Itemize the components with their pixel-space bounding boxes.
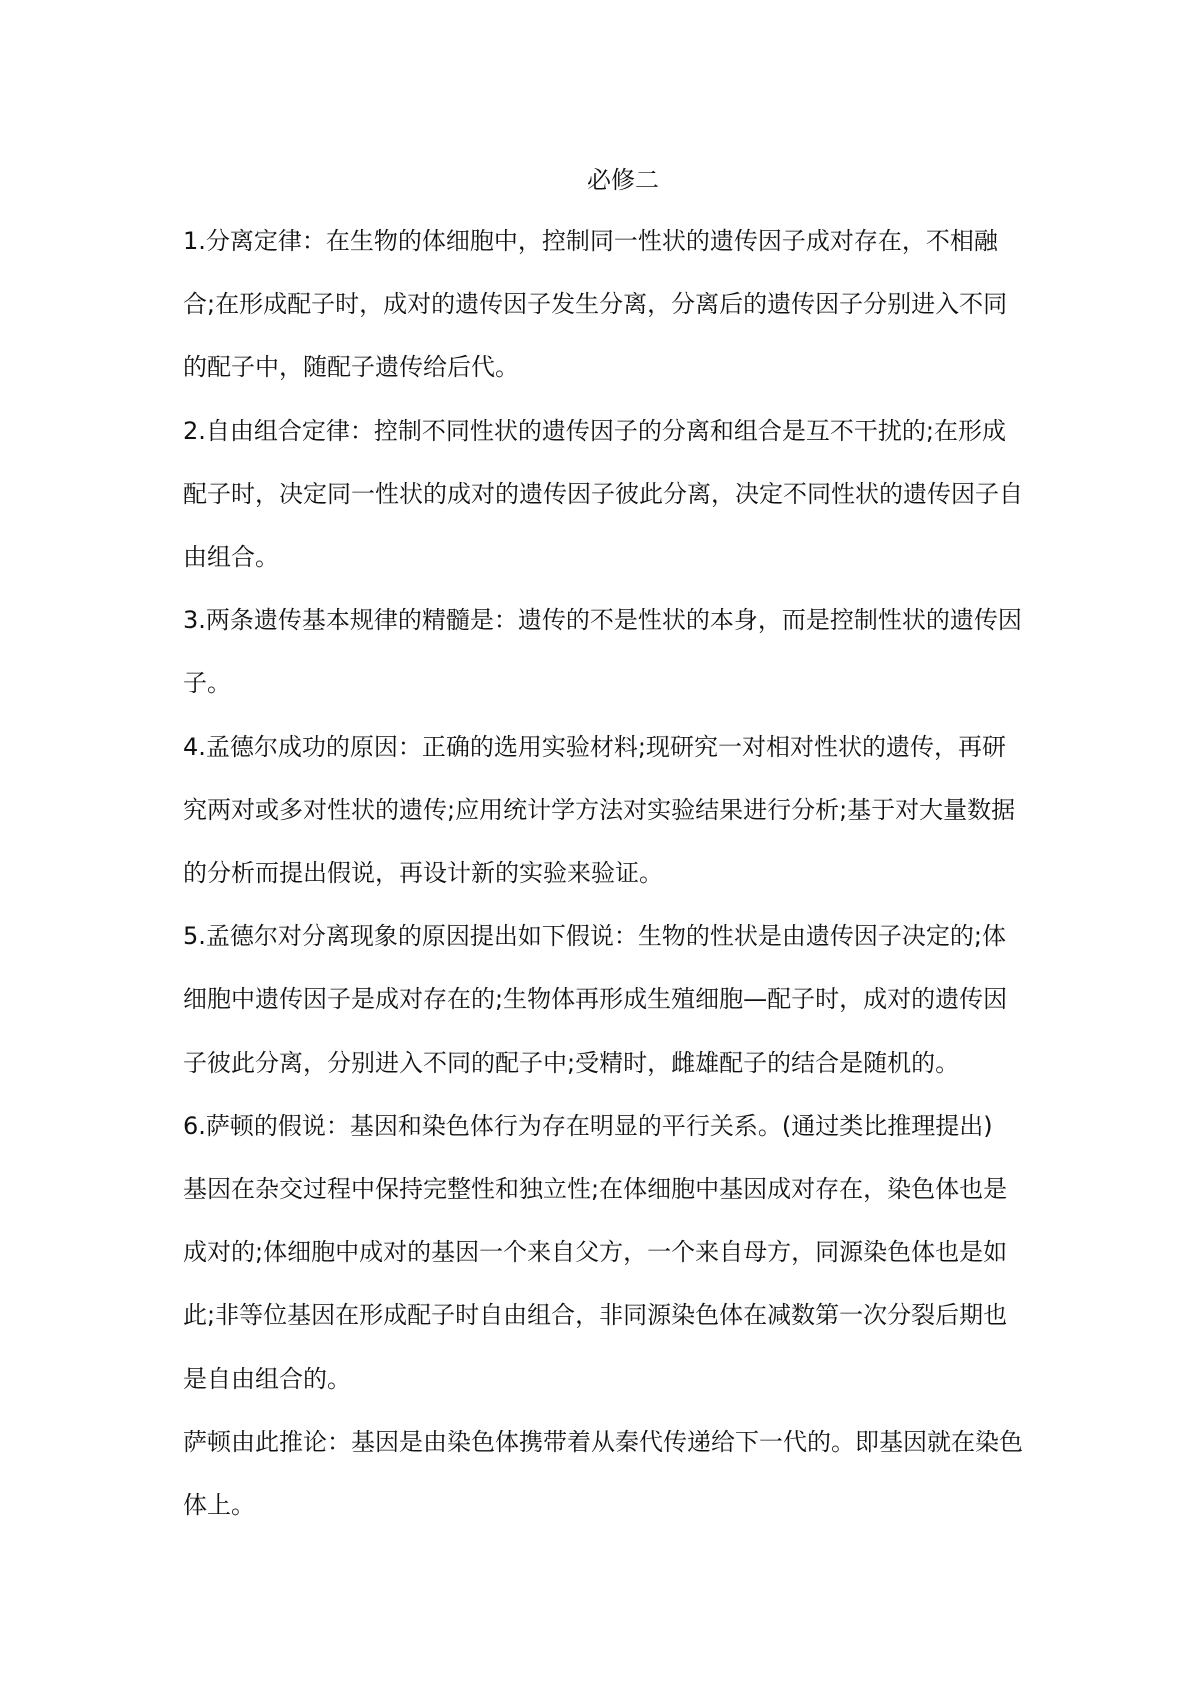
paragraph-mendel-success-reasons: 4.孟德尔成功的原因：正确的选用实验材料;现研究一对相对性状的遗传，再研究两对或多对性状的遗传;应用统计学方法对实验结果进行分析;基于对大量数据的分析而提出假说，再设计新的实验来验证。	[183, 732, 1016, 888]
document-page	[183, 150, 1023, 1537]
paragraph-essence-of-laws: 3.两条遗传基本规律的精髓是：遗传的不是性状的本身，而是控制性状的遗传因子。	[183, 606, 1022, 698]
paragraph-independent-assortment-law: 2.自由组合定律：控制不同性状的遗传因子的分离和组合是互不干扰的;在形成配子时，决定同一性状的成对的遗传因子彼此分离，决定不同性状的遗传因子自由组合。	[183, 416, 1023, 572]
paragraph-mendel-hypothesis: 5.孟德尔对分离现象的原因提出如下假说：生物的性状是由遗传因子决定的;体细胞中遗传因子是成对存在的;生物体再形成生殖细胞—配子时，成对的遗传因子彼此分离，分别进入不同的配子中;受精时，雌雄配子的结合是随机的。	[183, 922, 1008, 1077]
paragraph-sutton-inference: 萨顿由此推论：基因是由染色体携带着从秦代传递给下一代的。即基因就在染色体上。	[183, 1427, 1023, 1520]
document-title: 必修二	[587, 166, 659, 194]
paragraph-gene-chromosome-parallels: 基因在杂交过程中保持完整性和独立性;在体细胞中基因成对存在，染色体也是成对的;体细胞中成对的基因一个来自父方，一个来自母方，同源染色体也是如此;非等位基因在形成配子时自由组合，非同源染色体在减数第一次分裂后期也是自由组合的。	[183, 1175, 1008, 1393]
paragraph-sutton-hypothesis: 6.萨顿的假说：基因和染色体行为存在明显的平行关系。(通过类比推理提出)	[183, 1111, 993, 1140]
paragraph-segregation-law: 1.分离定律：在生物的体细胞中，控制同一性状的遗传因子成对存在，不相融合;在形成配子时，成对的遗传因子发生分离，分离后的遗传因子分别进入不同的配子中，随配子遗传给后代。	[183, 227, 1008, 382]
